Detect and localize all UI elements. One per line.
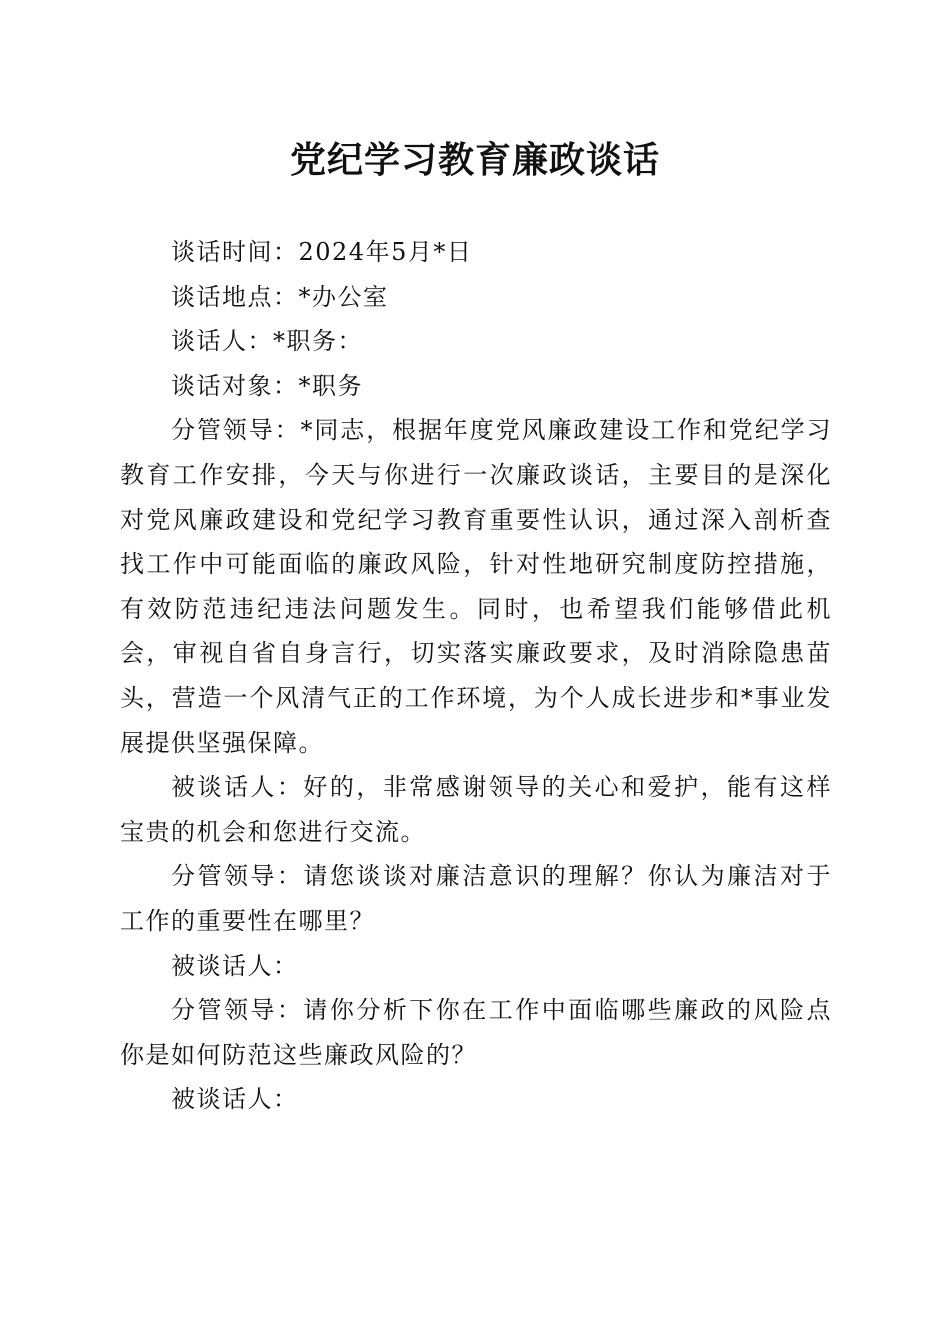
meta-target: 谈话对象：*职务	[171, 371, 363, 400]
paragraph-question-integrity: 分管领导：请您谈谈对廉洁意识的理解？你认为廉洁对于工作的重要性在哪里？	[120, 862, 832, 935]
document-body	[120, 230, 832, 1122]
paragraph-reply-empty-1: 被谈话人：	[171, 951, 299, 980]
paragraph-reply-empty-2: 被谈话人：	[171, 1085, 299, 1114]
paragraph-leader-opening: 分管领导：*同志，根据年度党风廉政建设工作和党纪学习教育工作安排，今天与你进行一次廉政谈话，主要目的是深化对党风廉政建设和党纪学习教育重要性认识，通过深入剖析查找工作中可能面临的廉政风险，针对性地研究制度防控措施，有效防范违纪违法问题发生。同时，也希望我们能够借此机会，审视自省自身言行，切实落实廉政要求，及时消除隐患苗头，营造一个风清气正的工作环境，为个人成长进步和*事业发展提供坚强保障。	[120, 416, 832, 757]
meta-speaker: 谈话人：*职务：	[171, 327, 363, 356]
document-title: 党纪学习教育廉政谈话	[289, 139, 660, 181]
meta-time: 谈话时间：2024年5月*日	[171, 238, 473, 266]
meta-place: 谈话地点：*办公室	[171, 282, 389, 311]
paragraph-reply-thanks: 被谈话人：好的，非常感谢领导的关心和爱护，能有这样宝贵的机会和您进行交流。	[120, 773, 832, 846]
paragraph-question-risk: 分管领导：请你分析下你在工作中面临哪些廉政的风险点你是如何防范这些廉政风险的？	[120, 996, 832, 1069]
